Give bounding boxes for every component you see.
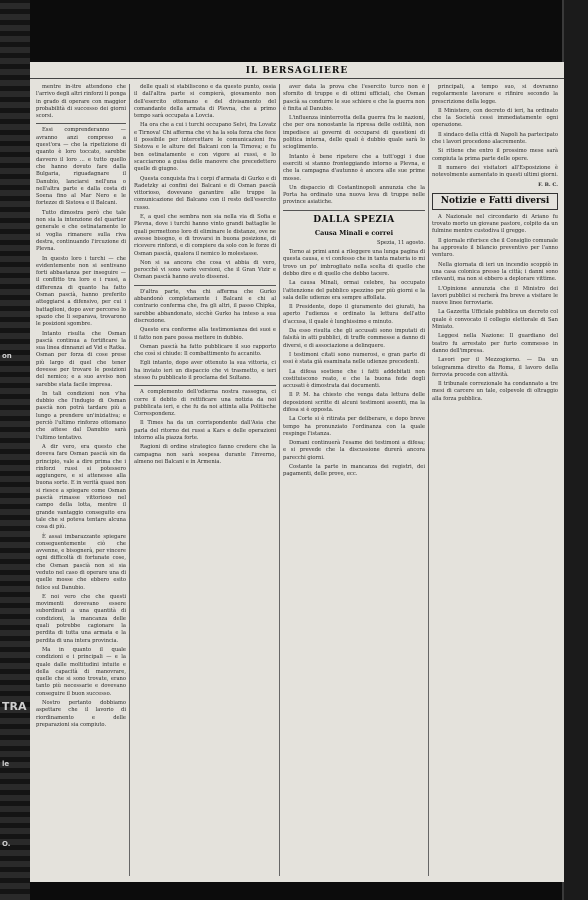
paragraph: Ha ora che a cui i turchi occupano Selvi, fra Lovatz e Tirnova! Chi afferma che vi ha la sola forza che fece il possibile per intercettare le comunicazioni fra Sistova e le alture del Balcani con la Tirnova; e fu ben ostinatamente e con vigore ai russi, e lo scacciarono a guisa delle manovre che precedettero quelle di giugno.: [134, 122, 276, 173]
divider: [36, 123, 126, 124]
paragraph: Il sindaco della città di Napoli ha partecipato che i lavori procedono alacremente.: [432, 131, 558, 146]
column-1: [36, 84, 126, 876]
paragraph: Nella giornata di ieri un incendio scoppiò in una casa colonica presso la città; i danni sono rilevanti, ma non si ebbero a deplorare vittime.: [432, 261, 558, 283]
paragraph: La Gazzetta Ufficiale pubblica un decreto col quale è convocato il collegio elettorale di San Miniato.: [432, 309, 558, 331]
paragraph: L'Opinione annunzia che il Ministro dei lavori pubblici si recherà fra breve a visitare le nuove linee ferroviarie.: [432, 285, 558, 307]
paragraph: Tutto dimostra però che tale non sia la intenzione del quartier generale e che ostinatamente lo si voglia rimanere sulla riva destra, continuando l'ircuzione di Plevna.: [36, 209, 126, 253]
paragraph: principali, a tempo suo, si dovranno regolarmente lavorare e rifinire secondo la prescrizione della legge.: [432, 84, 558, 105]
column-4: [432, 84, 558, 876]
section-title: DALLA SPEZIA: [313, 214, 395, 225]
paragraph: In questo loro i turchi — che evidentemente non si sentivano forti abbastanza per inseguire — il conflitto tra loro e i russi, a differenza di quanto ha fatto Osman pascià, hanno preferito atteggiarsi a difensivo, per cui i battaglioni, dopo aver percorso lo spazio che li separava, trovarono le posizioni sgombre.: [36, 255, 126, 328]
newspaper-page: [30, 62, 564, 882]
edge-stub: TRA: [2, 700, 27, 713]
paragraph: L'influenza ininterrotta della guerra fra le nazioni, che per ora nonostante la ripresa delle ostilità, non impedisce ai governi di occuparsi di questioni di politica interna, delle quali è dubbio quale sarà lo scioglimento.: [283, 115, 425, 151]
notizie-header: Notizie e Fatti diversi: [432, 193, 558, 210]
paragraph: Egli intanto, dopo aver ottenuto la sua vittoria, ci ha inviato ieri un dispaccio che vi trasmetto, e ieri stesso fu pubblicato il proclama del Sultano.: [134, 360, 276, 381]
paragraph: Lavori per il Mezzogiorno. — Da un telegramma diretto da Roma, il lavoro della ferrovia procede con attività.: [432, 357, 558, 378]
paragraph: I testimoni citati sono numerosi, e gran parte di essi è stata già esaminata nelle udienze precedenti.: [283, 351, 425, 366]
paragraph: Il numero dei visitatori all'Esposizione è notevolmente aumentato in questi ultimi giorni.: [432, 164, 558, 179]
column-3: [283, 84, 425, 876]
paragraph: Intanto è bene ripetere che a tutt'oggi i due eserciti si stanno fronteggiando intorno a Plevna, e che la campagna d'autunno è ancora alle sue prime mosse.: [283, 153, 425, 182]
column-rule: [129, 84, 130, 876]
paragraph: Il Times ha da un corrispondente dall'Asia che parla del ritorno dei russi a Kars e delle operazioni intorno alla piazza forte.: [134, 420, 276, 442]
edge-stub: on: [2, 352, 12, 360]
edge-stub: O.: [2, 840, 11, 848]
paragraph: Osman pascià ha fatto pubblicare il suo rapporto che così si chiude: Il combattimento fu accanito.: [134, 343, 276, 358]
paragraph: Non si sa ancora che cosa vi abbia di vero, perocchè vi sono varie versioni, che il Gran Vizir e Osman pascià hanno avuto dissensi.: [134, 259, 276, 281]
paragraph: Intanto risulta che Osman pascià continua a fortificare la sua linea dinnanzi ad Vid e Ratka. Osman per forza di cose prese più largo di quel che tener dovesse per trovare le posizioni del nemico; e a suo avviso non sarebbe stata facile impresa.: [36, 330, 126, 388]
left-page-edge: [0, 0, 30, 900]
divider: [283, 210, 425, 211]
paragraph: La Corte si è ritirata per deliberare, e dopo breve tempo ha pronunziato l'ordinanza con la quale respinge l'istanza.: [283, 416, 425, 437]
paragraph: Il P. M. ha chiesto che venga data lettura delle deposizioni scritte di alcuni testimoni assenti, ma la difesa si è opposta.: [283, 392, 425, 413]
edge-stub: le: [2, 760, 10, 768]
column-rule: [428, 84, 429, 876]
paragraph: A Nazionale nel circondario di Ariano fu trovato morto un giovane pastore, colpito da un fulmine mentre custodiva il gregge.: [432, 213, 558, 235]
paragraph: Ma in quanto il quale condizioni e i principali — e la quale dalle moltitudini intuite e della capacità di manovrare, quelle che si sono trovate, erano tanto più necessarie e dovevano conseguire il buon successo.: [36, 646, 126, 697]
paragraph: È assai imbarazzante spiegare conseguentemente ciò che avvenne, e bisognerà, per vincere ogni difficoltà di fortunate cose, che Osman pascià non si sia veduto nel caso di operare una di quelle mosse che ebbero esito felice sul Danubio.: [36, 533, 126, 591]
paragraph: D'altra parte, vha chi afferma che Gurko abbandonò completamente i Balcani e chi al contrario conferma che, fra gli altri, il passo Chipka, sarebbe abbandonato, sicchè Gurko ha inteso a sua discrezione.: [134, 288, 276, 324]
paragraph: E noi vero che che questi movimenti dovevano essere subordinati a una quantità di condizioni, la mancanza delle quali potrebbe cagionare la perdita di tutta una armata e la perdita di una intera provincia.: [36, 593, 126, 644]
column-rule: [279, 84, 280, 876]
paragraph: Torno ai primi anni a rileggere una lunga pagina di questa causa, e vi confesso che in tanta materia io mi trovo un po' imbrogliato nella scelta di quello che debbo dire e di quello che debbo tacere.: [283, 249, 425, 277]
divider: [134, 385, 276, 386]
paragraph: Il Presidente, dopo il giuramento dei giurati, ha aperto l'udienza e ordinato la lettura dell'atto d'accusa, il quale è lunghissimo e minuto.: [283, 304, 425, 325]
paragraph: In tali condizioni non v'ha dubbio che l'indugio di Osman pascià non potrà tardare più a lungo a prendere un'iniziativa; e perciò l'ultimo rinforzo ottomano che attese dal Danubio sarà l'ultimo tentativo.: [36, 390, 126, 441]
paragraph: Il tribunale correzionale ha condannato a tre mesi di carcere un tale, colpevole di oltraggio alla forza pubblica.: [432, 381, 558, 402]
paragraph: Ragioni di ordine strategico fanno credere che la campagna non sarà sospesa durante l'inverno, almeno nei Balcani e in Armenia.: [134, 444, 276, 465]
right-page-edge: [562, 0, 588, 900]
paragraph: La causa Minali, ormai celebre, ha occupato l'attenzione del pubblico spezzino per più giorni e la sala delle udienze era sempre affollata.: [283, 280, 425, 301]
paragraph: Costante la parte in mancanza dei registri, dei pagamenti, delle prove, ecc.: [283, 464, 425, 478]
paragraph: Questa conquista fra i corpi d'armata di Gurko e di Radetzky ai confini dei Balcani e di Osman pascià vittorioso, dovevano garantire alle truppe la comunicazione del Balcano con il resto dell'esercito russo.: [134, 175, 276, 211]
paragraph: Essi comprenderanno — avranno anzi compreso a quest'ora — che la ripetizione di quanto è loro toccato, sarebbe davvero il loro ... e tutto quello che hanno dovuto fare dalla Bulgaria, riguadagnare il Danubio, lanciarsi nell'una o nell'altra parte e dalla costa di Soena fino al Mar Nero e le fortezze di Sistova e il Balcani.: [36, 127, 126, 207]
paragraph: Il giornale riferisce che il Consiglio comunale ha approvato il bilancio preventivo per l'anno venturo.: [432, 237, 558, 259]
paragraph: delle quali si stabiliscono e da questo punto, ossia il dall'altra parte si compierà, giovamento non dell'esercito ottomano e del divisamento del comandante della armata di Plevna, che a primo tempo sarà occupata a Lovcia.: [134, 84, 276, 120]
paragraph: Un dispaccio di Costantinopoli annunzia che la Porta ha ordinato una nuova leva di truppe nelle province asiatiche.: [283, 184, 425, 206]
paragraph: Domani continuerà l'esame dei testimoni a difesa; e si prevede che la discussione durerà ancora parecchi giorni.: [283, 440, 425, 461]
dateline: Spezia, 11 agosto.: [377, 239, 425, 246]
paragraph: Questo era conforme alla testimonianza dei suoi e il fatto non pare possa mettere in dubbio.: [134, 327, 276, 341]
paragraph: Si ritiene che entro il prossimo mese sarà compiuta la prima parte delle opere.: [432, 148, 558, 162]
paragraph: E, a quel che sembra non sia nella via di Sofia e Plevna, dove i turchi hanno vinto grandi battaglie le quali permettono loro di eliminare le distanze, ove ne avesse bisogno, e di trovarsi in buona posizione, di ricevere rinforzi, e di compiere da solo con le forze di Osman pascià, qualora il nemico lo molestasse.: [134, 214, 276, 257]
paragraph: aver data la prova che l'esercito turco non è sfornito di truppe e di ottimi ufficiali, che Osman pascià sa condurre le sue schiere e che la guerra non è finita al Danubio.: [283, 84, 425, 112]
column-2: [134, 84, 276, 876]
paragraph: A dir vero, era questo che doveva fare Osman pascià sin da principio, vale a dire prima che i rinforzi russi si potessero aggiungere, e si attenesse alla buona sorte. E in verità quasi non si riesce a spiegare come Osman pascià rimasse vittorioso nel campo della lotta, mentre il grande vantaggio conseguito era tale che si poteva tentare alcuna cosa di più.: [36, 443, 126, 531]
divider: [134, 285, 276, 286]
paragraph: A complemento dell'odierna nostra rassegna, ci corre il debito di rettificare una notizia da noi pubblicata ieri, e che fu da noi attinta alla Politische Correspondenz.: [134, 389, 276, 418]
section-subtitle: Causa Minali e correi: [314, 228, 394, 237]
masthead: [30, 66, 564, 79]
newspaper-title: IL BERSAGLIERE: [245, 66, 349, 76]
signature: F. B. C.: [538, 181, 558, 188]
paragraph: Nostro pertanto dobbiamo aspettare che il lavorio di riordinamento e delle preparazioni sia compiuto.: [36, 700, 126, 728]
paragraph: Leggesi nella Nazione: Il guardiano del teatro fu arrestato per furto commesso in danno dell'impresa.: [432, 333, 558, 354]
paragraph: mentre in-itre attendono che l'arrivo degli altri rinforzi li ponga in grado di operare con maggior probabilità di successo dei giorni scorsi.: [36, 84, 126, 120]
paragraph: Il Ministero, con decreto di ieri, ha ordinato che la Società cessi immediatamente ogni operazione.: [432, 107, 558, 129]
paragraph: Da esso risulta che gli accusati sono imputati di falsità in atti pubblici, di truffe commesse a danno di diversi, e di associazione a delinquere.: [283, 328, 425, 349]
paragraph: La difesa sostiene che i fatti addebitati non costituiscono reato, e che la buona fede degli accusati è dimostrata dai documenti.: [283, 368, 425, 390]
